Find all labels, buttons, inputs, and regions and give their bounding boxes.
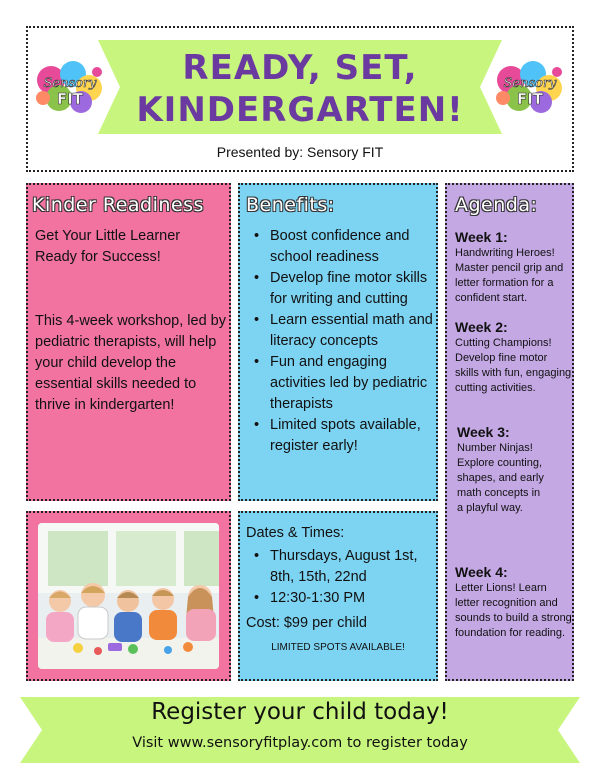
presented-by: Presented by: Sensory FIT (216, 144, 384, 160)
week-title: Week 4: (455, 564, 508, 580)
week-title: Week 3: (457, 424, 510, 440)
date-item: • Thursdays, August 1st, 8th, 15th, 22nd (248, 546, 438, 588)
dates-box (238, 511, 438, 681)
agenda-week-1 (455, 229, 573, 306)
title-banner (98, 38, 502, 136)
benefit-item: • Boost confidence and school readiness (248, 226, 438, 268)
kinder-readiness-heading: Kinder Readiness (32, 194, 204, 216)
agenda-week-2 (455, 319, 573, 396)
benefits-heading: Benefits: (246, 194, 335, 216)
svg-text:Sensory: Sensory (503, 76, 557, 91)
benefit-item: • Learn essential math and literacy concepts (248, 310, 438, 352)
children-playing-photo (38, 523, 219, 669)
agenda-box (445, 183, 574, 681)
dates-heading: Dates & Times: (246, 525, 345, 541)
page-title-line-1: READY, SET, (182, 48, 418, 88)
agenda-week-3 (457, 424, 547, 516)
limited-spots-text: LIMITED SPOTS AVAILABLE! (271, 642, 405, 653)
week-title: Week 1: (455, 229, 508, 245)
sensory-fit-logo-right (493, 58, 567, 118)
svg-text:FIT: FIT (56, 90, 84, 108)
register-link-text[interactable]: Visit www.sensoryfitplay.com to register today (132, 735, 468, 751)
week-description: Letter Lions! Learn letter recognition and sounds to build a strong foundation for reading. (455, 582, 572, 639)
week-description: Cutting Champions! Develop fine motor skills with fun, engaging cutting activities. (455, 337, 572, 394)
kinder-readiness-description: This 4-week workshop, led by pediatric therapists, will help your child develop the essential skills needed to thrive in kindergarten! (35, 313, 226, 413)
benefit-item: • Fun and engaging activities led by pediatric therapists (248, 352, 438, 415)
week-description: Number Ninjas! Explore counting, shapes, and early math concepts in a playful way. (457, 442, 544, 514)
benefits-box (238, 183, 438, 501)
register-heading: Register your child today! (151, 699, 449, 725)
week-title: Week 2: (455, 319, 508, 335)
footer-banner (20, 695, 580, 765)
kinder-readiness-box (26, 183, 231, 501)
benefit-item: • Limited spots available, register early! (248, 415, 438, 457)
svg-text:Sensory: Sensory (43, 76, 97, 91)
sensory-fit-logo-left (33, 58, 107, 118)
benefits-list (248, 226, 438, 457)
agenda-heading: Agenda: (455, 194, 538, 216)
time-item: • 12:30-1:30 PM (248, 588, 438, 609)
header-box (26, 26, 574, 172)
svg-text:FIT: FIT (516, 90, 544, 108)
kinder-readiness-intro: Get Your Little Learner Ready for Success! (35, 228, 181, 265)
week-description: Handwriting Heroes! Master pencil grip and letter formation for a confident start. (455, 247, 564, 304)
benefit-item: • Develop fine motor skills for writing and cutting (248, 268, 438, 310)
cost-text: Cost: $99 per child (246, 615, 367, 631)
photo-box (26, 511, 231, 681)
page-title-line-2: KINDERGARTEN! (136, 90, 464, 130)
dates-list (248, 546, 438, 609)
agenda-week-4 (455, 564, 573, 641)
